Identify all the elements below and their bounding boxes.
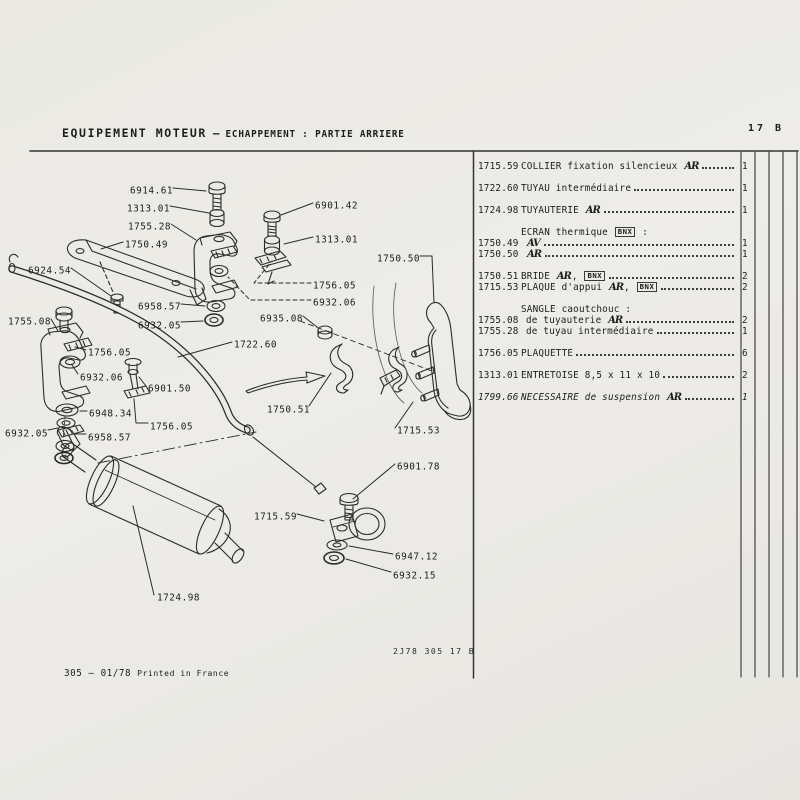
part-desc: SANGLE caoutchouc : bbox=[521, 304, 632, 315]
part-desc: AR bbox=[527, 249, 542, 260]
upper-hanger-bracket-drawing bbox=[194, 182, 238, 326]
part-row bbox=[478, 161, 758, 172]
label-leader-line bbox=[48, 428, 58, 430]
part-label: 6932.06 bbox=[313, 297, 357, 309]
label-leader-line bbox=[72, 365, 78, 374]
axis-centerline bbox=[98, 432, 256, 463]
part-row bbox=[478, 271, 758, 282]
leader-dots bbox=[545, 255, 734, 257]
leader-dots bbox=[576, 354, 734, 356]
part-ref: 1715.53 bbox=[478, 282, 519, 293]
silencer-clamp-drawing bbox=[324, 494, 385, 565]
page-footer bbox=[64, 668, 229, 679]
part-label: 6924.54 bbox=[28, 265, 72, 277]
label-leader-line bbox=[181, 321, 203, 322]
part-label: 6958.57 bbox=[88, 432, 132, 444]
bride-assembly-drawing bbox=[300, 321, 432, 394]
part-row bbox=[478, 370, 758, 381]
parts-list bbox=[478, 161, 758, 403]
leader-dots bbox=[702, 167, 734, 169]
label-leader-line bbox=[254, 261, 311, 283]
part-label: 1755.28 bbox=[128, 221, 172, 233]
part-label: 1756.05 bbox=[150, 421, 194, 433]
rear-heat-shield-drawing bbox=[412, 302, 471, 419]
part-label: 6901.42 bbox=[315, 200, 359, 212]
part-qty: 1 bbox=[742, 183, 748, 194]
direction-arrow bbox=[246, 372, 325, 393]
part-qty: 1 bbox=[742, 249, 748, 260]
part-ref: 1755.08 bbox=[478, 315, 519, 326]
ghost-edge-lines bbox=[373, 283, 422, 403]
part-label: 1313.01 bbox=[315, 234, 359, 246]
part-label: 1750.50 bbox=[377, 253, 421, 265]
label-leader-line bbox=[101, 242, 123, 249]
part-label: 1755.08 bbox=[8, 316, 52, 328]
upper-right-bolt-drawing bbox=[255, 211, 291, 284]
leader-dots bbox=[634, 189, 734, 191]
part-ref: 1722.60 bbox=[478, 183, 519, 194]
label-leader-line bbox=[346, 559, 391, 572]
part-row bbox=[478, 315, 758, 326]
part-desc: TUYAUTERIE AR bbox=[521, 205, 600, 216]
part-label: 6901.50 bbox=[148, 383, 192, 395]
label-leader-line bbox=[349, 546, 393, 554]
part-row bbox=[478, 249, 758, 260]
part-qty: 2 bbox=[742, 315, 748, 326]
label-layer bbox=[5, 186, 440, 604]
part-qty: 1 bbox=[742, 161, 748, 172]
label-leader-line bbox=[303, 316, 317, 327]
part-qty: 1 bbox=[742, 205, 748, 216]
part-ref: 1799.66 bbox=[478, 392, 519, 403]
label-leader-line bbox=[171, 224, 196, 240]
front-heat-shield-drawing bbox=[67, 240, 206, 305]
part-label: 6932.15 bbox=[393, 570, 437, 582]
part-row bbox=[478, 205, 758, 216]
part-desc: COLLIER fixation silencieux AR bbox=[521, 161, 699, 172]
page-number: 17 B bbox=[748, 123, 785, 134]
intermediate-pipe-drawing bbox=[9, 254, 255, 437]
part-row bbox=[478, 183, 758, 194]
leader-dots bbox=[544, 244, 734, 246]
part-label: 1756.05 bbox=[88, 347, 132, 359]
shield-screw-drawing bbox=[100, 262, 123, 313]
part-row bbox=[478, 282, 758, 293]
part-row bbox=[478, 304, 758, 315]
part-desc: PLAQUE d'appui AR, BNX bbox=[521, 282, 658, 293]
pointer-line bbox=[253, 437, 326, 494]
label-leader-line bbox=[353, 464, 395, 499]
part-qty: 2 bbox=[742, 271, 748, 282]
page-title: EQUIPEMENT MOTEUR bbox=[62, 126, 207, 140]
part-label: 6932.05 bbox=[138, 320, 182, 332]
part-label: 1722.60 bbox=[234, 339, 278, 351]
part-ref: 1750.49 bbox=[478, 238, 519, 249]
part-label: 6932.05 bbox=[5, 428, 49, 440]
part-qty: 1 bbox=[742, 326, 748, 337]
part-ref: 1750.51 bbox=[478, 271, 519, 282]
part-qty: 1 bbox=[742, 392, 748, 403]
part-label: 6914.61 bbox=[130, 185, 174, 197]
part-qty: 6 bbox=[742, 348, 748, 359]
label-leader-line bbox=[170, 206, 209, 213]
part-ref: 1313.01 bbox=[478, 370, 519, 381]
part-label: 1750.49 bbox=[125, 239, 169, 251]
part-label: 6935.08 bbox=[260, 313, 304, 325]
part-desc: PLAQUETTE bbox=[521, 348, 574, 359]
page-subtitle: ECHAPPEMENT : PARTIE ARRIERE bbox=[225, 129, 405, 140]
leader-dots bbox=[609, 277, 734, 279]
leader-dots bbox=[663, 376, 734, 378]
label-leader-line bbox=[228, 277, 311, 300]
footer-printed: Printed in France bbox=[137, 669, 230, 678]
part-ref: 1724.98 bbox=[478, 205, 519, 216]
label-leader-line bbox=[139, 377, 146, 386]
part-label: 6901.78 bbox=[397, 461, 441, 473]
part-label: 1715.53 bbox=[397, 425, 441, 437]
label-leader-line bbox=[309, 373, 331, 406]
part-ref: 1755.28 bbox=[478, 326, 519, 337]
part-label: 1724.98 bbox=[157, 592, 201, 604]
part-label: 1313.01 bbox=[127, 203, 171, 215]
leader-dots bbox=[604, 211, 734, 213]
label-leader-line bbox=[284, 237, 313, 244]
lower-hanger-bracket-drawing bbox=[41, 307, 92, 464]
part-row bbox=[478, 326, 758, 337]
label-leader-line bbox=[178, 342, 232, 357]
part-qty: 2 bbox=[742, 282, 748, 293]
part-desc: ECRAN thermique BNX : bbox=[521, 226, 649, 238]
part-row bbox=[478, 227, 758, 238]
part-label: 1750.51 bbox=[267, 404, 311, 416]
label-leader-line bbox=[133, 506, 154, 595]
part-desc: TUYAU intermédiaire bbox=[521, 183, 632, 194]
label-leader-line bbox=[281, 203, 313, 215]
label-leader-line bbox=[181, 304, 205, 306]
part-label: 6958.57 bbox=[138, 301, 182, 313]
part-desc: ENTRETOISE 8,5 x 11 x 10 bbox=[521, 370, 661, 381]
label-leader-line bbox=[51, 319, 58, 331]
part-label: 6947.12 bbox=[395, 551, 439, 563]
part-desc: NECESSAIRE de suspension AR bbox=[521, 392, 682, 403]
part-desc: BRIDE AR, BNX bbox=[521, 271, 606, 282]
part-ref: 1756.05 bbox=[478, 348, 519, 359]
part-label: 6948.34 bbox=[89, 408, 133, 420]
part-label: 1715.59 bbox=[254, 511, 298, 523]
part-desc: de tuyauterie AR bbox=[526, 315, 623, 326]
leader-dots bbox=[685, 398, 734, 400]
part-desc: de tuyau intermédiaire bbox=[526, 326, 654, 337]
pipe-stud-drawing bbox=[124, 359, 150, 399]
leader-dots bbox=[626, 321, 734, 323]
part-ref: 1715.59 bbox=[478, 161, 519, 172]
part-row bbox=[478, 238, 758, 249]
label-leader-line bbox=[420, 256, 434, 303]
footer-code: 305 – 01/78 bbox=[64, 668, 132, 679]
part-ref: 1750.50 bbox=[478, 249, 519, 260]
part-qty: 1 bbox=[742, 238, 748, 249]
muffler-drawing bbox=[57, 427, 246, 566]
label-leader-line bbox=[75, 347, 86, 350]
part-desc: AV bbox=[527, 238, 540, 249]
page-header bbox=[62, 122, 405, 141]
label-leader-line bbox=[173, 188, 206, 191]
title-dash: — bbox=[212, 127, 220, 140]
part-row bbox=[478, 392, 758, 403]
part-row bbox=[478, 348, 758, 359]
label-leader-line bbox=[395, 402, 413, 428]
leader-dots bbox=[661, 288, 734, 290]
label-leader-line bbox=[71, 268, 111, 296]
diagram-code: 2J78 305 17 B bbox=[393, 647, 476, 656]
part-label: 1756.05 bbox=[313, 280, 357, 292]
part-qty: 2 bbox=[742, 370, 748, 381]
label-leader-line bbox=[134, 399, 148, 423]
leader-dots bbox=[657, 332, 734, 334]
part-label: 6932.06 bbox=[80, 372, 124, 384]
label-leader-line bbox=[297, 514, 324, 521]
